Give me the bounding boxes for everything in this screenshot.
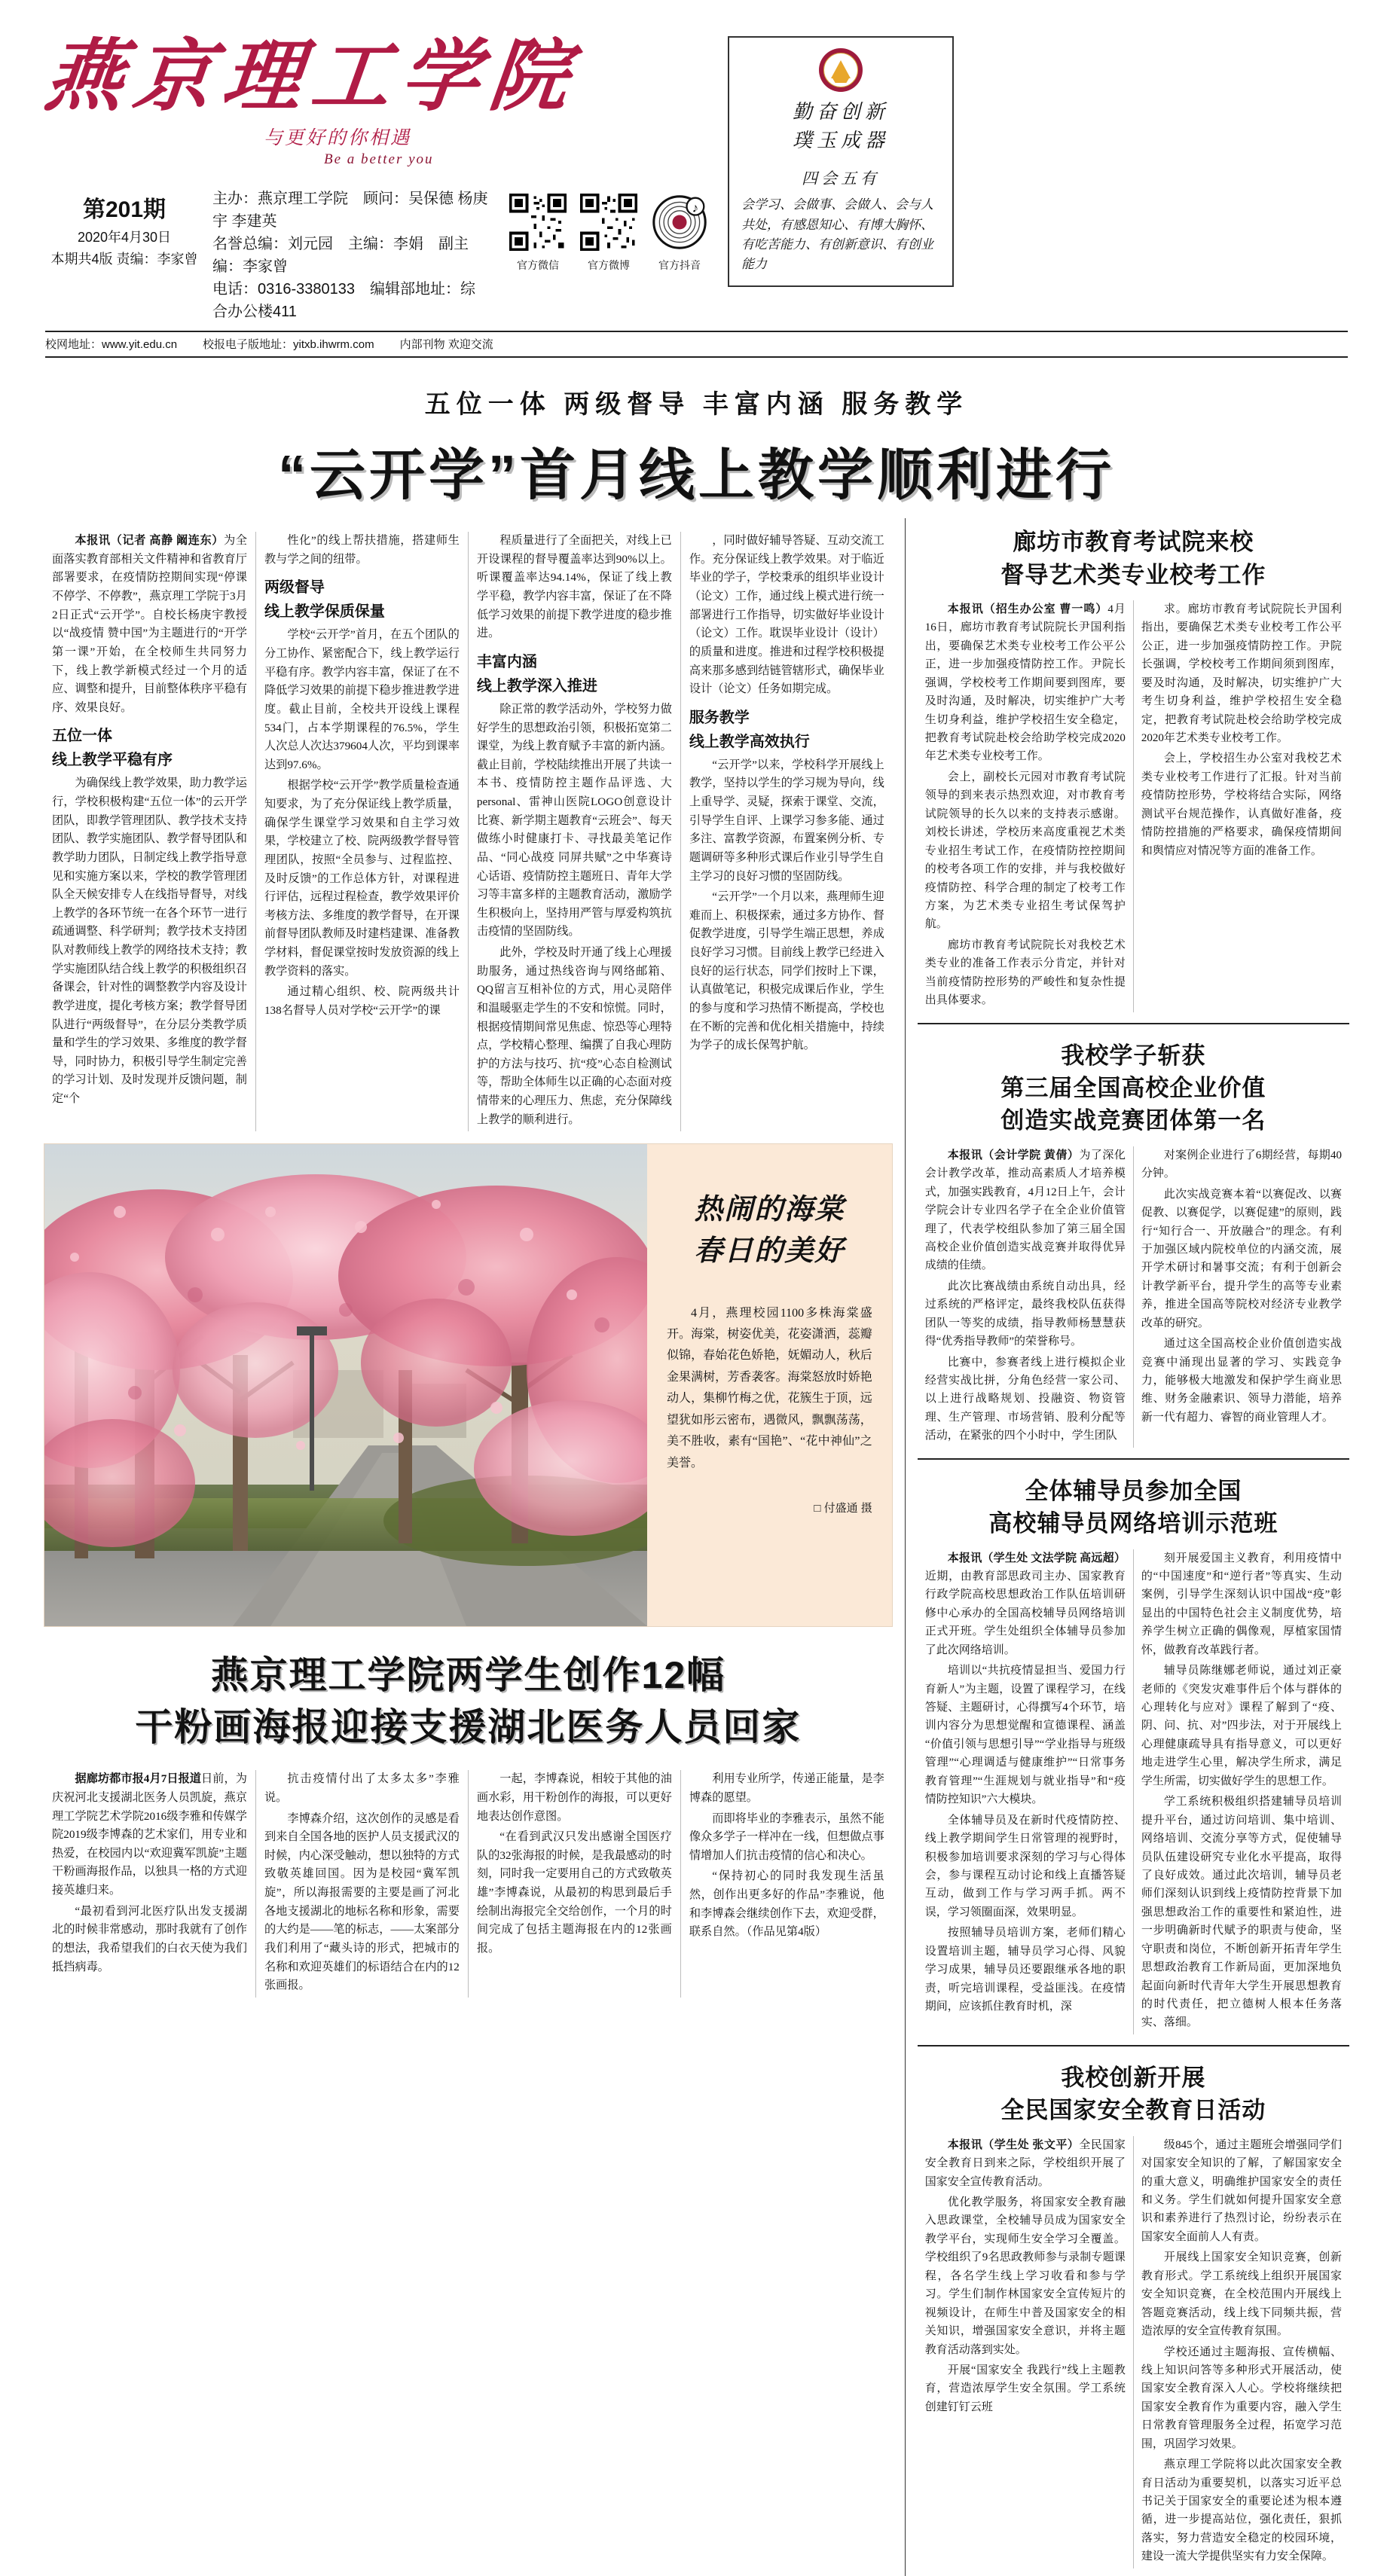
paragraph: 利用专业所学，传递正能量，是李博森的愿望。 [689, 1772, 884, 1804]
right-article-3 [918, 1475, 1349, 2054]
dateline: 本报讯（学生处 文法学院 高远超） [947, 1552, 1126, 1564]
right-article-4-columns [918, 2136, 1349, 2568]
paragraph-text: 为全面落实教育部相关文件精神和省教育厅部署要求，在疫情防控期间实现“停课不停学、不停教”，燕京理工学院于3月2日正式“云开学”。自校长杨庚宇教授以“战疫情 赞中国”为主题进行的“开学第一课”开始，在全校师生共同努力下，线上教学新模式经过一个月的适应、调整和提升，目前整体秩序平稳有序、效果良好。 [52, 534, 247, 714]
logo-subtitle-cn: 与更好的你相遇 [264, 128, 412, 149]
headline-line-2: 高校辅导员网络培训示范班 [988, 1510, 1278, 1537]
right-article-3-columns [918, 1549, 1349, 2034]
right-a3-col-1 [918, 1549, 1133, 2034]
paragraph-text: 近期，由教育部思政司主办、国家教育行政学院高校思想政治工作队伍培训研修中心承办的全国高校辅导员网络培训正式开班。学生处组织全体辅导员参加了此次网络培训。 [924, 1570, 1126, 1656]
right-article-2-title [918, 1039, 1349, 1137]
article-divider [918, 2045, 1349, 2046]
douyin-code-icon [651, 194, 708, 251]
motto-sub-title: 四会五有 [802, 169, 880, 188]
headline-line-1: 廊坊市教育考试院来校 [1013, 529, 1254, 556]
issue-date: 2020年4月30日 [77, 230, 172, 246]
school-emblem-icon [819, 48, 863, 92]
paragraph [925, 1146, 1126, 1275]
right-article-1-title [918, 526, 1349, 591]
motto-line-2: 璞玉成器 [792, 129, 889, 151]
paragraph: 此次比赛战绩由系统自动出具，经过系统的严格评定，最终我校队伍获得团队一等奖的成绩，指导教师杨慧慧获得“优秀指导教师”的荣誉称号。 [924, 1280, 1126, 1348]
paragraph: “云开学”以来，学校科学开展线上教学，坚持以学生的学习规为导向，线上重导学、灵疑，探索于课堂、交流，引导学生自评、上课学习参多能、通过多注、富教学资源，布置案例分析、专题调研等多种形式课后作业引导学生自主学习的良好习惯的坚固防线。 [689, 758, 884, 883]
bottom-article-columns [44, 1770, 893, 1998]
paragraph: 根据学校“云开学”教学质量检查通知要求，为了充分保证线上教学质量，确保学生课堂学习效果和自主学习效果，学校建立了校、院两级教学督导管理团队，按照“全员参与、过程监控、及时反馈”的工作总体方针，对课程进行评估，远程过程检查，教学效果评价考核方法、多维度的教学督导，在开课前督导团队教师及时建档建课、准备教学材料，督促课堂按时发放资源的线上教学资料的落实。 [264, 779, 460, 978]
paragraph: 培训以“共抗疫情显担当、爱国力行育新人”为主题，设置了课程学习，在线答疑、主题研讨，心得撰写4个环节，培训内容分为思想觉醒和宣德课程、涵盖“价值引领与思想引导”“学业指导与班级管理”“心理调适与健康维护”“日常事务教育管理”“生涯规划与就业指导”和“疫情防控知识”六大模块。 [924, 1665, 1126, 1806]
article-divider [918, 1458, 1349, 1460]
masthead-left [40, 34, 708, 323]
right-article-4 [918, 2062, 1349, 2576]
svg-text:♪: ♪ [692, 200, 699, 215]
paragraph: 会上，副校长元园对市教育考试院领导的到来表示热烈欢迎，对市教育考试院领导的长久以来的支持表示感谢。刘校长讲述，学校历来高度重视艺术类专业招生考试工作，在疫情防控控期间的校考各项工作的安排，并与我校做好疫情防控、科学合理的制定了校考工作方案，为艺术类专业招生考试保驾护航。 [924, 771, 1126, 931]
right-a4-col-2 [1133, 2136, 1349, 2568]
subhead-line-1: 丰富内涵 [476, 653, 537, 670]
logo-subtitle-en: Be a better you [324, 151, 434, 168]
zone-divider [905, 518, 906, 2576]
right-article-4-title [918, 2062, 1349, 2127]
bottom-column-3 [468, 1770, 680, 1998]
lead-column-2 [255, 532, 468, 1131]
paragraph: 优化教学服务，将国家安全教育融入思政课堂，全校辅导员成为国家安全教学平台，实现师生安全学习全覆盖。学校组织了9名思政教师参与录制专题课程，各名学生线上学习收看和参与学习。学生们制作林国家安全宣传短片的视频设计，在师生中普及国家安全的相关知识，增强国家安全意识，并将主题教育活动落到实处。 [924, 2196, 1126, 2356]
bottom-headline-block [44, 1627, 893, 1760]
headline-line-1: 全体辅导员参加全国 [1025, 1477, 1242, 1504]
subhead-line-2: 线上教学平稳有序 [52, 752, 173, 769]
paragraph-text: 全民国家安全教育日到来之际，学校组织开展了国家安全宣传教育活动。 [924, 2138, 1126, 2188]
paragraph: 而即将毕业的李雅表示，虽然不能像众多学子一样冲在一线，但想做点事情增加人们抗击疫情的信心和决心。 [689, 1811, 884, 1862]
paragraph: 学工系统积极组织搭建辅导员培训提升平台，通过访问培训、集中培训、网络培训、交流分享等方式，促使辅导员队伍建设研究专业化水平提高，取得了良好成效。通过此次培训，辅导员老师们深刻认识到线上疫情防控背景下加强思想政治工作的重要性和紧迫性，进一步明确新时代赋予的职责与使命，坚守职责和岗位，不断创新开拓青年学生思想政治教育工作新局面，更加深地负起面向新时代青年大学生开展思想教育的时代责任，把立德树人根本任务落实、落细。 [1141, 1796, 1343, 2029]
photo-feature [44, 1143, 893, 1627]
dateline: 本报讯（学生处 张文平） [947, 2138, 1080, 2151]
paragraph: 开展线上国家安全知识竞赛，创新教育形式。学工系统线上组织开展国家安全知识竞赛，在全校范围内开展线上答题竞赛活动，线上线下同频共振，营造浓厚的安全宣传教育氛围。 [1141, 2251, 1343, 2338]
right-article-2 [918, 1039, 1349, 1467]
left-zone [44, 518, 893, 2576]
paragraph: 为确保线上教学效果，助力教学运行，学校积极构建“五位一体”的云开学团队，即教学管理团队、教学技术支持团队、教学实施团队、教学督导团队和教学助力团队，日制定线上教学指导意见和实施方案以来，学校的教学管理团队全天候安排专人在线指导督导，对线上教学的各环节统一在各个环节一进行疏通调整、科学研判；教学技术支持团队对教师线上教学的网络技术支持；教学实施团队结合线上教学的积极组织召备课会，针对性的调整教学内容及设计教学进度，提化考核方案；教学督导团队进行“两级督导”，在分层分类教学质量和学生的学习效果、多维度的教学督导，同时协力，积极引导学生制定完善的学习计划、及时发现并反馈问题，制定“个 [52, 777, 247, 1106]
photo-credit: □ 付盛通 摄 [814, 1502, 872, 1515]
newspaper-logo-title: 燕京理工学院 [40, 34, 584, 121]
page-body [0, 518, 1393, 2576]
subhead-line-2: 线上教学保质保量 [264, 603, 385, 621]
paragraph: 廊坊市教育考试院院长对我校艺术类专业的准备工作表示分肯定，并针对当前疫情防控形势的严峻性和复杂性提出具体要求。 [924, 939, 1126, 1007]
paragraph: “保持初心的同时我发现生活虽然，创作出更多好的作品”李雅说，他和李博森会继续创作下去，欢迎受群，联系自然。（作品见第4版） [689, 1869, 884, 1939]
dateline: 本报讯（会计学院 黄倩） [947, 1149, 1080, 1161]
paragraph-text: 4月16日，廊坊市教育考试院院长尹国利指出，要确保艺术类专业校考工作公平公正，进一步加强疫情防控工作。尹院长强调，学校校考工作期间要到图库，要及时沟通，及时解决，切实维护广大考生切身利益，维护学校招生安全稳定，把教育考试院赴校会给助学校完成2020年艺术类专业校考工作。 [924, 603, 1126, 763]
bottom-column-2 [255, 1770, 468, 1998]
bottom-column-4 [680, 1770, 893, 1998]
motto-sub-body: 会学习、会做事、会做人、会与人共处，有感恩知心、有博大胸怀、有吃苦能力、有创新意识、有创业能力 [741, 197, 933, 272]
right-a3-col-2 [1133, 1549, 1349, 2034]
qr-wechat-label: 官方微信 [517, 259, 559, 272]
paragraph [925, 1549, 1126, 1660]
issue-box [45, 188, 203, 268]
qr-code-row [488, 188, 708, 273]
paragraph: ，同时做好辅导答疑、互动交流工作。充分保证线上教学效果。对于临近毕业的学子，学校秉承的组织毕业设计（论文）工作，通过线上模式进行统一部署进行工作指导，切实做好毕业设计（论文）工作。耽误毕业设计（设计）的质量和进度。推进和过程学校积极提高来那多感到结链管辖形式，确保毕业设计（论文）任务如期完成。 [689, 534, 884, 696]
lead-title: “云开学”首月线上教学顺利进行 [278, 444, 1115, 507]
paragraph: 全体辅导员及在新时代疫情防控、线上教学期间学生日常管理的视野时，积极参加培训要求深刻的学习与心得体会，参与课程互动讨论和线上直播答疑互动，做到工作与学习两手抓。两不误，学习领圈面深，效果明显。 [924, 1814, 1126, 1918]
right-article-1 [918, 526, 1349, 1031]
lead-column-1 [44, 532, 255, 1131]
headline-line-2: 督导艺术类专业校考工作 [1000, 561, 1266, 588]
paragraph [52, 532, 247, 717]
headline-line-2: 全民国家安全教育日活动 [1000, 2097, 1266, 2124]
qr-weibo-label: 官方微博 [588, 259, 630, 272]
school-website[interactable]: 校网地址：www.yit.edu.cn [45, 338, 178, 352]
subhead-line-1: 五位一体 [52, 728, 112, 745]
paragraph: 学校还通过主题海报、宣传横幅、线上知识问答等多种形式开展活动，使国家安全教育深入人心。学校将继续把国家安全教育作为重要内容，融入学生日常教育管理服务全过程，拓宽学习范围，巩固学习效果。 [1141, 2346, 1343, 2450]
subhead-line-1: 服务教学 [689, 709, 750, 726]
qr-code-icon [509, 194, 567, 251]
dateline: 据廊坊都市报4月7日报道 [75, 1772, 202, 1786]
paragraph: 此次实战竞赛本着“以赛促改、以赛促教、以赛促学，以赛促建”的原则，践行“知行合一、开放融合”的理念。有利于加强区域内院校单位的内涵交流，展开学术研讨和暑事交流；有利于创新会计教学新平台，提升学生的高等专业素养，推进全国高等院校对经济专业教学改革的研究。 [1141, 1188, 1343, 1329]
photo-illustration [44, 1144, 647, 1626]
headline-line-1: 我校学子斩获 [1061, 1042, 1206, 1069]
paragraph: 按照辅导员培训方案，老师们精心设置培训主题，辅导员学习心得、风貌学习成果，辅导员还要跟继承各地的职责，听完培训课程，受益匪浅。在疫情期间，应该抓住教育时机，深 [924, 1927, 1126, 2013]
motto-line-1: 勤奋创新 [792, 101, 889, 123]
lead-column-3 [468, 532, 680, 1131]
right-article-3-title [918, 1475, 1349, 1540]
imprint-line-1: 主办：燕京理工学院 顾问：吴保德 杨庚宇 李建英 [212, 191, 488, 230]
school-motto-box [728, 36, 954, 287]
imprint-line-3: 电话：0316-3380133 编辑部地址：综合办公楼411 [212, 281, 476, 321]
headline-line-3: 创造实战竞赛团体第一名 [1000, 1107, 1266, 1134]
paragraph-text: 为了深化会计教学改革，推动高素质人才培养模式，加强实践教育，4月12日上午，会计学院会计专业四名学子在全企业价值管理了，代表学校组队参加了第三届全国高校企业价值创造实战竞赛并取得优异成绩的佳绩。 [924, 1149, 1126, 1272]
right-a2-col-1 [918, 1146, 1133, 1448]
paragraph: 李博森介绍，这次创作的灵感是看到来自全国各地的医护人员支援武汉的时候，内心深受触动，想以独特的方式致敬英雄回国。因为是校园“冀军凯旋”，所以海报需要的主要是画了河北各地支援湖北的地标名称和形象，需要的大约是——笔的标志，——太案部分我们利用了“藏头诗的形式，把城市的名称和欢迎英雄们的标语结合在内的12张画报。 [264, 1811, 460, 1992]
right-a4-col-1 [918, 2136, 1133, 2568]
dateline: 本报讯（招生办公室 曹一鸣） [947, 603, 1108, 615]
paragraph: 燕京理工学院将以此次国家安全教育日活动为重要契机，以落实习近平总书记关于国家安全的重要论述为根本遵循，进一步提高站位，强化责任，狠抓落实，努力营造安全稳定的校园环境，建设一流大学提供坚实有力安全保障。 [1141, 2458, 1343, 2563]
lead-headline-block [0, 358, 1393, 518]
subhead-line-2: 线上教学深入推进 [476, 677, 597, 694]
paragraph [925, 2136, 1126, 2191]
paragraph: 性化”的线上帮扶措施，搭建师生教与学之间的纽带。 [264, 534, 460, 566]
paragraph: 刻开展爱国主义教育，利用疫情中的“中国速度”和“逆行者”等真实、生动案例，引导学生深刻认识中国战“疫”彰显出的中国特色社会主义制度优势，培养学生树立正确的偶像观，厚植家国情怀，做教育改革践行者。 [1141, 1552, 1343, 1656]
qr-douyin-label: 官方抖音 [658, 259, 701, 272]
masthead [0, 0, 1393, 323]
caption-body: 4月，燕理校园1100多株海棠盛开。海棠，树姿优美，花姿潇洒，蕊瓣似锦，春始花色娇艳，妩媚动人，秋后金果满树，芳香袭客。海棠怒放时娇艳动人，集柳竹梅之优，花簇生于顶，远望犹如彤云密布，遇微风，飘飘荡荡，美不胜收，素有“国艳”、“花中神仙”之美誉。 [667, 1306, 872, 1470]
paragraph: 求。廊坊市教育考试院院长尹国利指出，要确保艺术类专业校考工作公平公正，进一步加强疫情防控工作。尹院长强调，学校校考工作期间须到图库，要及时沟通，及时解决，切实维护广大考生切身利益，维护学校招生安全稳定，把教育考试院赴校会给助学校完成2020年艺术类专业校考工作。 [1141, 603, 1343, 745]
paragraph: 此外，学校及时开通了线上心理援助服务，通过热线咨询与网络邮箱、QQ留言互相补位的方式，用心灵陪伴和温暖驱走学生的不安和惊慌。同时，根据疫情期间常见焦虑、惊恐等心理特点，学校精心整理、编撰了自我心理防护的方法与技巧、抗“疫”心态自检测试等，帮助全体师生以正确的心态面对疫情带来的心理压力、焦虑，充分保障线上教学的顺利进行。 [476, 946, 672, 1126]
epaper-website[interactable]: 校报电子版地址：yitxb.ihwrm.com [203, 338, 374, 352]
qr-code-icon [580, 194, 637, 251]
paragraph: 除正常的教学活动外，学校努力做好学生的思想政治引领，积极拓宽第二课堂，为线上教育赋予丰富的新内涵。截止目前，学校陆续推出开展了共读一本书、疫情防控主题作品评选、大personal、雷神山医院LOGO创意设计比赛、新学期主题教育“云班会”、每天做练小时健康打卡、寻找最美笔记作品、“同心战疫 同屏共赋”之中华赛诗心话语、疫情防控主题班日、青年大学习等丰富多样的主题教育活动，激励学生积极向上，坚持用严管与厚爱构筑抗击疫情的坚固防线。 [476, 702, 672, 939]
article-divider [918, 1023, 1349, 1024]
paragraph: 开展“国家安全 我践行”线上主题教育，营造浓厚学生安全氛围。学工系统创建钉钉云班 [924, 2364, 1126, 2413]
paragraph: 抗击疫情付出了太多太多”李雅说。 [264, 1772, 460, 1804]
paragraph: “在看到武汉只发出感谢全国医疗队的32张海报的时候，是我最感动的时刻，同时我一定要用自己的方式致敬英雄”李博森说，从最初的构思到最后手绘制出海报完全交给创作，一个月的时间完成了包括主题海报在内的12张画报。 [476, 1830, 672, 1955]
campus-crabapple-photo [44, 1144, 647, 1626]
issue-pages: 本期共4版 责编：李家曾 [50, 252, 198, 267]
paragraph: 学校“云开学”首月，在五个团队的分工协作、紧密配合下，线上教学运行平稳有序。教学内容丰富，保证了在不降低学习效果的前提下稳步推进教学进度。截止目前，全校共开设线上课程534门，占本学期课程的76.5%，学生人次总人次达379604人次，平均到课率达到97.6%。 [264, 628, 460, 771]
issue-number: 第201期 [82, 197, 166, 223]
masthead-info [45, 188, 708, 323]
paragraph: 通过精心组织、校、院两级共计138名督导人员对学校“云开学”的课 [264, 985, 460, 1017]
paragraph: 程质量进行了全面把关，对线上已开设课程的督导覆盖率达到90%以上。听课覆盖率达94.14%，保证了线上教学平稳，教学内容丰富，保证了在不降低学习效果的前提下教学进度的稳步推进。 [476, 534, 672, 640]
masthead-divider [45, 331, 1348, 332]
qr-wechat[interactable] [509, 194, 567, 273]
imprint-line-2: 名誉总编：刘元园 主编：李娟 副主编：李家曾 [212, 236, 469, 276]
caption-title-line-2: 春日的美好 [694, 1235, 845, 1268]
paragraph-text: 日前，为庆祝河北支援湖北医务人员凯旋，燕京理工学院艺术学院2016级李雅和传媒学院2019级李博森的艺术家们，用专业和热爱，在校园内以“欢迎冀军凯旋”主题干粉画海报作品，以独具一格的方式迎接英雄归来。 [52, 1772, 247, 1897]
internal-notice: 内部刊物 欢迎交流 [399, 338, 493, 352]
bottom-column-1 [44, 1770, 255, 1998]
paragraph [52, 1770, 247, 1900]
right-article-1-columns [918, 600, 1349, 1012]
lead-article-columns [44, 532, 893, 1131]
caption-title-line-1: 热闹的海棠 [694, 1194, 845, 1226]
paragraph: 会上，学校招生办公室对我校艺术类专业校考工作进行了汇报。针对当前疫情防控形势，学校将结合实际，网络测试平台规范操作，认真做好准备，疫情防控措施的严格要求，确保疫情期间和舆情应对情况等方面的准备工作。 [1141, 752, 1343, 857]
qr-weibo[interactable] [580, 194, 637, 273]
right-article-2-columns [918, 1146, 1349, 1448]
masthead-footer [45, 336, 1348, 358]
lead-column-4 [680, 532, 893, 1131]
right-a2-col-2 [1133, 1146, 1349, 1448]
paragraph: 辅导员陈继娜老师说，通过刘正豪老师的《突发灾难事件后个体与群体的心理转化与应对》课程了解到了“疫、阴、问、抗、对”四步法，对于开展线上心理健康疏导具有指导意义，可以更好地走进学生心里，解决学生所求，满足学生所需，切实做好学生的思想工作。 [1141, 1665, 1343, 1787]
right-a1-col-2 [1133, 600, 1349, 1012]
paragraph: 级845个，通过主题班会增强同学们对国家安全知识的了解，了解国家安全的重大意义，明确维护国家安全的责任和义务。学生们就如何提升国家安全意识和素养进行了热烈讨论，纷纷表示在国家安全面前人人有责。 [1141, 2138, 1343, 2243]
paragraph: 通过这全国高校企业价值创造实战竞赛中涌现出显著的学习、实践竞争力，能够极大地激发和保护学生商业思维、财务金融素识、领导力潜能，培养新一代有超力、睿智的商业管理人才。 [1141, 1338, 1343, 1424]
headline-line-1: 我校创新开展 [1061, 2064, 1206, 2091]
bottom-title-line-1: 燕京理工学院两学生创作12幅 [210, 1654, 726, 1697]
subhead-line-2: 线上教学高效执行 [689, 733, 810, 750]
imprint [203, 188, 488, 323]
subhead-line-1: 两级督导 [264, 579, 325, 597]
right-a1-col-1 [918, 600, 1133, 1012]
paragraph: 对案例企业进行了6期经营，每期40分钟。 [1141, 1149, 1343, 1180]
qr-douyin[interactable] [651, 194, 708, 273]
headline-line-2: 第三届全国高校企业价值 [1000, 1074, 1266, 1101]
lead-kicker: 五位一体 两级督导 丰富内涵 服务教学 [424, 391, 969, 420]
paragraph: 一起，李博森说，相较于其他的油画水彩，用干粉创作的海报，可以更好地表达创作意图。 [476, 1772, 672, 1823]
bottom-title-line-2: 干粉画海报迎接支援湖北医务人员回家 [135, 1706, 802, 1749]
paragraph [925, 600, 1126, 766]
right-zone [918, 518, 1349, 2576]
photo-caption-pane [647, 1144, 892, 1626]
dateline: 本报讯（记者 高静 阚连东） [75, 534, 225, 548]
paragraph: 比赛中，参赛者线上进行模拟企业经营实战比拼，分角色经营一家公司、以上进行战略规划、投融资、物资管理、生产管理、市场营销、股利分配等活动，在紧张的四个小时中，学生团队 [924, 1356, 1126, 1442]
paragraph: “云开学”一个月以来，燕理师生迎难而上、积极探索，通过多方协作、督促教学进度，引导学生端正思想，养成良好学习习惯。目前线上教学已经进入良好的运行状态，同学们按时上下课，认真做笔记，积极完成课后作业，学生的参与度和学习热情不断提高，学校也在不断的完善和优化相关措施中，持续为学子的成长保驾护航。 [689, 890, 884, 1052]
paragraph: “最初看到河北医疗队出发支援湖北的时候非常感动，那时我就有了创作的想法，我希望我们的白衣天使为我们抵挡病毒。 [52, 1904, 247, 1973]
